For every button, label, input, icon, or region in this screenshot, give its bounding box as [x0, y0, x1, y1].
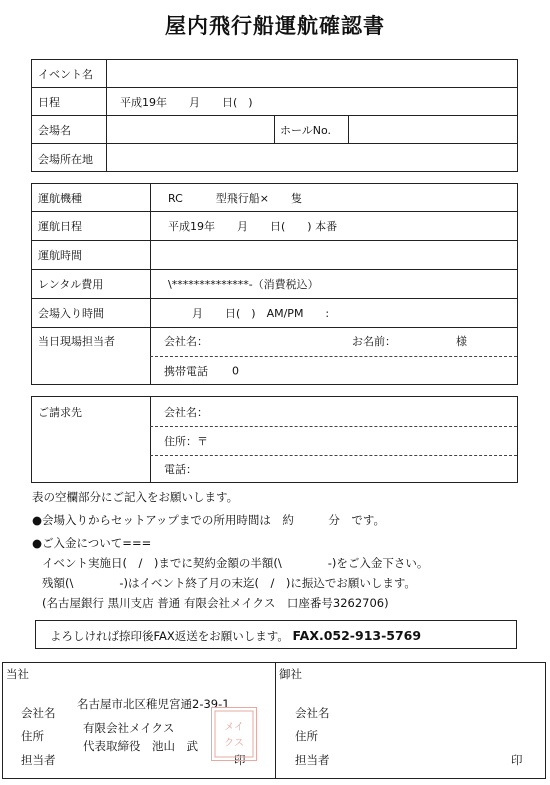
event-name-row [32, 60, 517, 88]
signature-divider [275, 663, 276, 778]
hall-label: ホールNo. [280, 123, 332, 137]
note-bank-account: (名古屋銀行 黒川支店 普通 有限会社メイクス 口座番号3262706) [42, 596, 389, 610]
our-staff-label: 担当者 [21, 753, 56, 767]
billing-table [31, 396, 518, 483]
company-seal-stamp [211, 707, 257, 761]
our-company-label: 会社名 [21, 706, 56, 720]
time-row [32, 241, 517, 270]
billing-dashed-line-2 [150, 455, 517, 456]
client-company-label: 会社名 [295, 706, 330, 720]
note-setup-time: ●会場入りからセットアップまでの所用時間は 約 分 です。 [32, 513, 385, 527]
our-company-header: 当社 [6, 667, 29, 681]
staff-label: 当日現場担当者 [38, 335, 115, 348]
fax-text [50, 628, 421, 644]
billing-phone-label: 電話： [164, 463, 197, 476]
mobile-value: 0 [232, 364, 239, 378]
note-payment-header: ●ご入金について=== [32, 536, 152, 550]
fax-number: FAX.052-913-5769 [292, 628, 422, 643]
venue-row [32, 116, 517, 144]
date-row [32, 88, 517, 116]
note-fill-instruction: 表の空欄部分にご記入をお願いします。 [32, 490, 239, 504]
note-deposit: イベント実施日( / )までに契約金額の半額(\ -)をご入金下さい。 [42, 556, 429, 570]
mobile-label: 携帯電話 [164, 365, 208, 378]
operation-table [31, 183, 518, 385]
rental-row [32, 270, 517, 299]
client-address-label: 住所 [295, 729, 318, 743]
our-seal-label: 印 [234, 753, 246, 767]
our-address-label: 住所 [21, 729, 44, 743]
billing-address-label: 住所：〒 [164, 435, 208, 448]
hall-divider [274, 116, 275, 143]
venue-label: 会場名 [38, 123, 71, 137]
venue-address-row [32, 144, 517, 173]
model-value: RC 型飛行船× 隻 [168, 191, 302, 205]
hall-divider-2 [348, 116, 349, 143]
staff-company-label: 会社名： [164, 335, 208, 348]
our-address-value: 名古屋市北区稚児宮通2-39-1 [77, 697, 230, 711]
client-company-header: 御社 [279, 667, 302, 681]
billing-label: ご請求先 [38, 406, 82, 419]
date-value: 平成19年 月 日( ) [120, 95, 253, 109]
honorific: 様 [456, 335, 467, 348]
event-info-table [31, 59, 518, 172]
note-balance: 残額(\ -)はイベント終了月の末迄( / )に振込でお願いします。 [42, 576, 416, 590]
staff-dashed-line [150, 356, 517, 357]
rental-value: \**************-（消費税込） [168, 278, 319, 291]
time-label: 運航時間 [38, 249, 82, 262]
billing-company-label: 会社名： [164, 406, 208, 419]
billing-dashed-line-1 [150, 426, 517, 427]
signature-area [2, 662, 546, 779]
date-label: 日程 [38, 95, 60, 109]
client-staff-label: 担当者 [295, 753, 330, 767]
schedule-value: 平成19年 月 日( ) 本番 [168, 220, 338, 233]
client-seal-label: 印 [511, 753, 523, 767]
page-title: 屋内飛行船運航確認書 [165, 14, 385, 38]
schedule-label: 運航日程 [38, 220, 82, 233]
model-label: 運航機種 [38, 191, 82, 205]
rental-label: レンタル費用 [38, 278, 104, 291]
venue-address-label: 会場所在地 [38, 152, 93, 166]
entry-time-label: 会場入り時間 [38, 307, 104, 320]
staff-row [32, 328, 517, 386]
fax-request: よろしければ捺印後FAX返送をお願いします。 [50, 629, 289, 643]
entry-time-row [32, 299, 517, 328]
svg-text:メイ: メイ [224, 722, 244, 733]
entry-time-value: 月 日( ) AM/PM : [192, 307, 330, 320]
seal-stamp-graphic [212, 708, 256, 760]
fax-box [35, 620, 517, 649]
label-divider [150, 397, 151, 482]
our-company-value: 有限会社メイクス [83, 721, 175, 735]
event-name-label: イベント名 [38, 67, 93, 81]
model-row [32, 184, 517, 212]
our-rep-value: 代表取締役 池山 武 [83, 739, 198, 753]
svg-text:クス: クス [224, 738, 244, 749]
staff-name-label: お名前： [352, 335, 396, 348]
schedule-row [32, 212, 517, 241]
